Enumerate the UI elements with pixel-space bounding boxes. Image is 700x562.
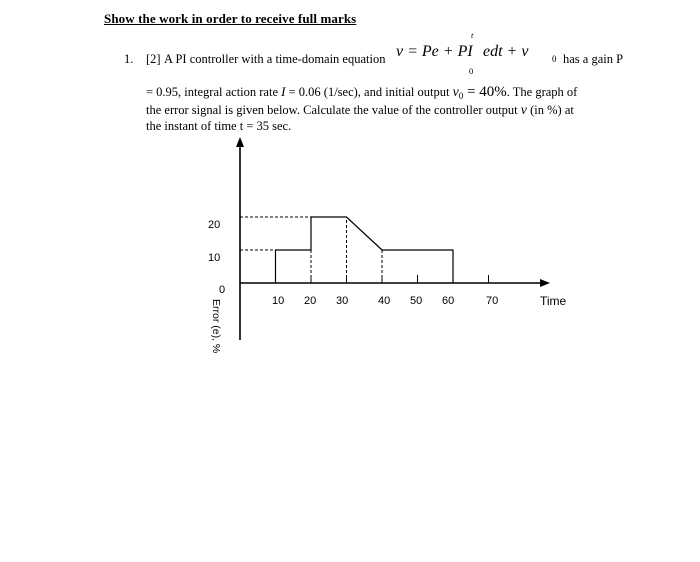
x-tick-label: 70 [486,295,499,307]
line3-output-symbol: v [520,103,527,118]
line2-output-symbol: v [452,85,459,100]
x-tick-label: 60 [442,295,455,307]
x-tick-label: 40 [378,295,391,307]
x-tick-label: 20 [304,295,317,307]
line2-rate-text: = 0.06 (1/sec), and initial output [285,85,453,99]
page-heading: Show the work in order to receive full marks [104,11,357,26]
question-number: 1. [124,52,134,66]
y-axis-label: Error (e), % [210,299,222,354]
question-marks: [2] [146,52,161,66]
line2-graph-text: . The graph of [506,85,578,99]
y-tick-label: 10 [208,252,221,264]
x-axis-arrow-icon [540,279,550,287]
error-signal-line [276,217,454,283]
equation-lhs: v = Pe + PI [396,43,473,60]
equation-v0-subscript: 0 [552,54,557,64]
x-tick-label: 50 [410,295,423,307]
line2-initial-output: = 40% [463,84,507,100]
x-tick-label: 30 [336,295,349,307]
x-axis-label: Time [540,294,567,308]
question-line4: the instant of time t = 35 sec. [146,119,292,133]
line3-text: the error signal is given below. Calculate the value of the controller output [146,103,521,117]
line2-integral-symbol: I [281,84,286,99]
x-tick-label: 10 [272,295,285,307]
line2-gain-text: = 0.95, integral action rate [146,85,282,99]
equation-integrand: edt + v [483,43,529,60]
equation-lower-limit: 0 [469,66,474,76]
line3-unit-text: (in %) at [527,103,574,117]
question-line1-suffix: has a gain P [563,52,624,66]
y-tick-label: 0 [219,284,226,296]
line2-output-subscript: 0 [458,91,464,101]
equation-upper-limit: t [471,30,474,40]
y-axis-arrow-icon [236,137,244,147]
y-tick-label: 20 [208,219,221,231]
question-line1-prefix: A PI controller with a time-domain equation [164,52,386,66]
